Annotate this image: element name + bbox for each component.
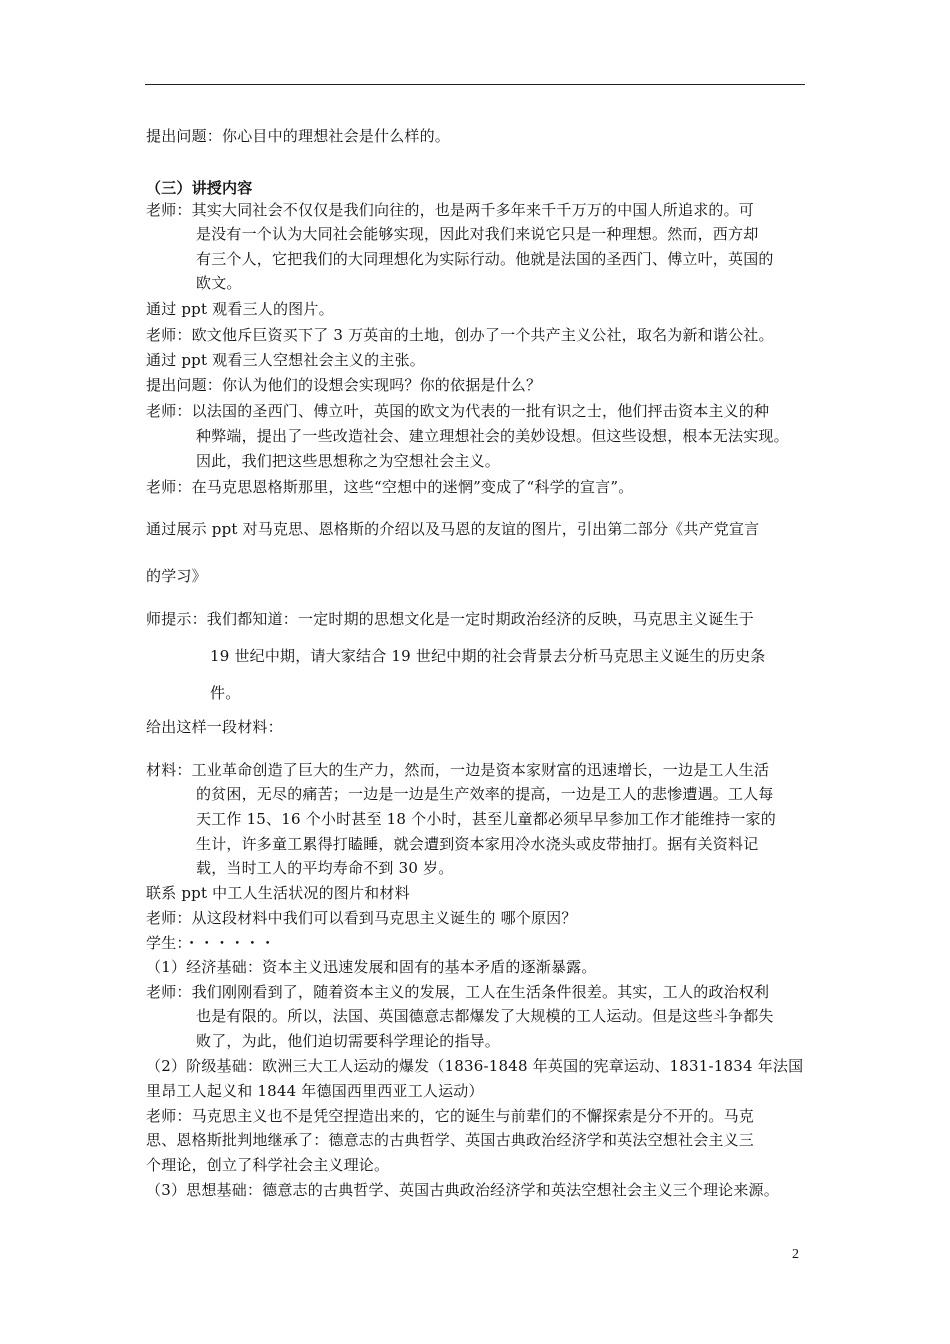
paragraph-line: 老师：欧文他斥巨资买下了 3 万英亩的土地，创办了一个共产主义公社，取名为新和谐公社。 — [146, 326, 774, 344]
list-item: 里昂工人起义和 1844 年德国西里西亚工人运动） — [146, 1082, 484, 1100]
paragraph-line: 通过 ppt 观看三人的图片。 — [146, 300, 334, 318]
paragraph-line: 老师：在马克思恩格斯那里，这些“空想中的迷惘”变成了“科学的宣言”。 — [146, 478, 634, 496]
list-item: （3）思想基础：德意志的古典哲学、英国古典政治经济学和英法空想社会主义三个理论来源。 — [146, 1181, 779, 1199]
paragraph-line: 学生：・・・・・・ — [146, 934, 276, 952]
paragraph-line: 19 世纪中期，请大家结合 19 世纪中期的社会背景去分析马克思主义诞生的历史条 — [210, 647, 766, 665]
paragraph-line: 是没有一个认为大同社会能够实现，因此对我们来说它只是一种理想。然而，西方却 — [196, 225, 759, 243]
paragraph-line: 有三个人，它把我们的大同理想化为实际行动。他就是法国的圣西门、傅立叶，英国的 — [196, 250, 774, 268]
material-line: 的贫困，无尽的痛苦；一边是一边是生产效率的提高，一边是工人的悲惨遭遇。工人每 — [196, 785, 774, 803]
section-heading: （三）讲授内容 — [146, 179, 253, 197]
page-number: 2 — [792, 1247, 799, 1262]
paragraph-line: 个理论，创立了科学社会主义理论。 — [146, 1156, 390, 1174]
paragraph-line: 种弊端，提出了一些改造社会、建立理想社会的美妙设想。但这些设想，根本无法实现。 — [196, 427, 789, 445]
list-item: （2）阶级基础：欧洲三大工人运动的爆发（1836-1848 年英国的宪章运动、1831-1834 年法国 — [146, 1057, 804, 1075]
list-item: （1）经济基础：资本主义迅速发展和固有的基本矛盾的逐渐暴露。 — [146, 958, 597, 976]
material-line: 材料：工业革命创造了巨大的生产力，然而，一边是资本家财富的迅速增长，一边是工人生活 — [146, 761, 770, 779]
paragraph-line: 件。 — [210, 684, 241, 702]
paragraph-line: 思、恩格斯批判地继承了：德意志的古典哲学、英国古典政治经济学和英法空想社会主义三 — [146, 1131, 755, 1149]
material-line: 载，当时工人的平均寿命不到 30 岁。 — [196, 859, 454, 877]
paragraph-line: 老师：从这段材料中我们可以看到马克思主义诞生的 哪个原因？ — [146, 909, 577, 927]
paragraph-line: 通过 ppt 观看三人空想社会主义的主张。 — [146, 351, 425, 369]
paragraph-line: 败了，为此，他们迫切需要科学理论的指导。 — [196, 1032, 501, 1050]
paragraph-line: 的学习》 — [146, 567, 207, 585]
paragraph-line: 因此，我们把这些思想称之为空想社会主义。 — [196, 452, 501, 470]
paragraph-line: 通过展示 ppt 对马克思、恩格斯的介绍以及马恩的友谊的图片，引出第二部分《共产党宣言 — [146, 520, 760, 538]
paragraph-line: 欧文。 — [196, 274, 242, 292]
paragraph-line: 也是有限的。所以，法国、英国德意志都爆发了大规模的工人运动。但是这些斗争都失 — [196, 1007, 774, 1025]
paragraph-line: 老师：以法国的圣西门、傅立叶，英国的欧文为代表的一批有识之士，他们抨击资本主义的种 — [146, 402, 770, 420]
question-line: 提出问题：你心目中的理想社会是什么样的。 — [146, 127, 451, 145]
material-line: 生计，许多童工累得打瞌睡，就会遭到资本家用冷水浇头或皮带抽打。据有关资料记 — [196, 835, 759, 853]
paragraph-line: 给出这样一段材料： — [146, 718, 283, 736]
paragraph-line: 老师：其实大同社会不仅仅是我们向往的，也是两千多年来千千万万的中国人所追求的。可 — [146, 201, 755, 219]
header-rule — [145, 84, 805, 85]
paragraph-line: 师提示：我们都知道：一定时期的思想文化是一定时期政治经济的反映，马克思主义诞生于 — [146, 610, 755, 628]
paragraph-line: 老师：我们刚刚看到了，随着资本主义的发展，工人在生活条件很差。其实，工人的政治权利 — [146, 983, 770, 1001]
paragraph-line: 联系 ppt 中工人生活状况的图片和材料 — [146, 884, 410, 902]
paragraph-line: 老师：马克思主义也不是凭空捏造出来的，它的诞生与前辈们的不懈探索是分不开的。马克 — [146, 1107, 755, 1125]
material-line: 天工作 15、16 个小时甚至 18 个小时，甚至儿童都必须早早参加工作才能维持一家的 — [196, 810, 776, 828]
paragraph-line: 提出问题：你认为他们的设想会实现吗？你的依据是什么？ — [146, 376, 542, 394]
